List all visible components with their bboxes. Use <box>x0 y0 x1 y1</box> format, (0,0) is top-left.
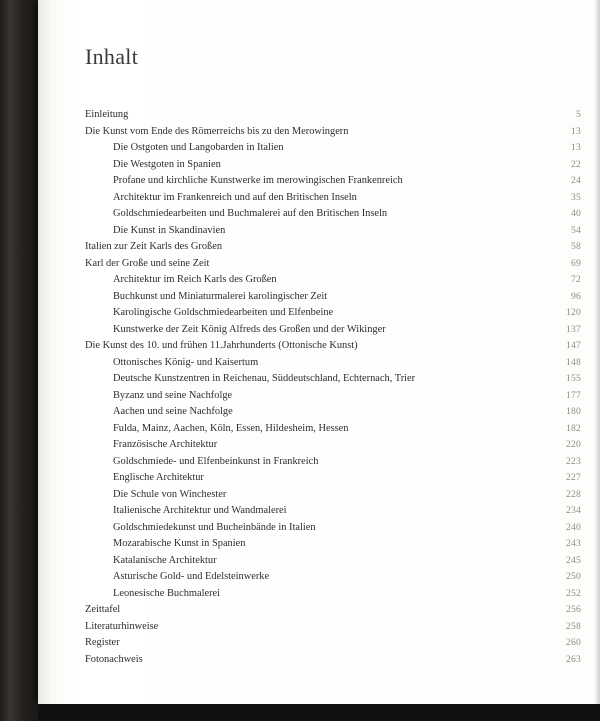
toc-entry <box>85 652 581 669</box>
toc-page-number: 182 <box>566 422 581 434</box>
toc-page-number: 40 <box>571 208 581 219</box>
toc-entry-title: Karolingische Goldschmiedearbeiten und Elfenbeine <box>113 307 334 318</box>
table-of-contents <box>85 107 581 668</box>
toc-entry-title: Fotonachweis <box>85 653 143 665</box>
toc-subentry <box>85 520 581 537</box>
toc-subentry <box>85 388 581 405</box>
toc-page-number: 148 <box>566 356 581 368</box>
toc-entry <box>85 602 581 619</box>
toc-entry-title: Fulda, Mainz, Aachen, Köln, Essen, Hildesheim, Hessen <box>113 422 349 434</box>
toc-page-number: 58 <box>571 241 581 252</box>
page-title: Inhalt <box>85 44 139 69</box>
toc-page-number: 22 <box>571 158 581 170</box>
toc-page-number: 155 <box>566 373 581 384</box>
toc-page-number: 54 <box>571 224 581 236</box>
toc-subentry <box>85 157 581 174</box>
toc-page-number: 243 <box>566 538 581 549</box>
toc-entry-title: Die Kunst vom Ende des Römerreichs bis zu den Merowingern <box>85 125 349 137</box>
toc-entry-title: Goldschmiedekunst und Bucheinbände in Italien <box>113 521 316 533</box>
toc-page-number: 137 <box>566 323 581 335</box>
toc-subentry <box>85 553 581 570</box>
toc-page-number: 35 <box>571 191 581 203</box>
toc-entry-title: Ottonisches König- und Kaisertum <box>113 356 259 368</box>
toc-page-number: 263 <box>566 653 581 665</box>
toc-page-number: 220 <box>566 439 581 450</box>
toc-entry-title: Die Schule von Winchester <box>113 488 227 500</box>
toc-page-number: 258 <box>566 620 581 632</box>
toc-subentry <box>85 586 581 603</box>
toc-entry-title: Aachen und seine Nachfolge <box>113 406 233 417</box>
toc-entry-title: Die Westgoten in Spanien <box>113 158 221 170</box>
toc-subentry <box>85 206 581 223</box>
toc-page-number: 252 <box>566 587 581 599</box>
toc-entry <box>85 239 581 256</box>
toc-page-number: 180 <box>566 406 581 417</box>
toc-subentry <box>85 470 581 487</box>
toc-page-number: 256 <box>566 604 581 615</box>
toc-page-number: 223 <box>566 455 581 467</box>
scan-bottom-edge <box>38 704 600 721</box>
toc-page-number: 240 <box>566 521 581 533</box>
toc-entry-title: Einleitung <box>85 109 129 120</box>
toc-subentry <box>85 140 581 157</box>
toc-page-number: 177 <box>566 389 581 401</box>
toc-entry-title: Profane und kirchliche Kunstwerke im merowingischen Frankenreich <box>113 175 403 186</box>
toc-page-number: 13 <box>571 142 581 153</box>
toc-subentry <box>85 503 581 520</box>
toc-entry-title: Goldschmiede- und Elfenbeinkunst in Frankreich <box>113 455 319 467</box>
toc-entry <box>85 635 581 652</box>
toc-subentry <box>85 487 581 504</box>
toc-entry-title: Die Kunst in Skandinavien <box>113 224 226 236</box>
toc-entry <box>85 338 581 355</box>
toc-page-number: 72 <box>571 274 581 285</box>
toc-subentry <box>85 454 581 471</box>
toc-entry-title: Katalanische Architektur <box>113 554 217 566</box>
toc-entry <box>85 256 581 273</box>
toc-entry-title: Byzanz und seine Nachfolge <box>113 389 233 401</box>
toc-subentry <box>85 305 581 322</box>
toc-entry-title: Zeittafel <box>85 604 121 615</box>
toc-subentry <box>85 404 581 421</box>
toc-subentry <box>85 355 581 372</box>
toc-entry-title: Buchkunst und Miniaturmalerei karolingischer Zeit <box>113 290 328 302</box>
toc-page-number: 234 <box>566 505 581 516</box>
toc-entry-title: Mozarabische Kunst in Spanien <box>113 538 246 549</box>
toc-page-number: 24 <box>571 175 581 186</box>
toc-entry-title: Architektur im Frankenreich und auf den Britischen Inseln <box>113 191 357 203</box>
toc-entry <box>85 124 581 141</box>
toc-subentry <box>85 421 581 438</box>
toc-entry-title: Englische Architektur <box>113 472 204 483</box>
toc-page-number: 228 <box>566 488 581 500</box>
toc-entry-title: Karl der Große und seine Zeit <box>85 257 210 269</box>
toc-entry-title: Architektur im Reich Karls des Großen <box>113 274 277 285</box>
toc-entry-title: Kunstwerke der Zeit König Alfreds des Großen und der Wikinger <box>113 323 386 335</box>
toc-entry-title: Italien zur Zeit Karls des Großen <box>85 241 223 252</box>
toc-entry-title: Italienische Architektur und Wandmalerei <box>113 505 287 516</box>
book-page <box>38 0 600 704</box>
toc-page-number: 5 <box>576 109 581 120</box>
toc-entry-title: Register <box>85 637 120 648</box>
toc-entry <box>85 619 581 636</box>
toc-entry-title: Die Ostgoten und Langobarden in Italien <box>113 142 284 153</box>
toc-entry-title: Die Kunst des 10. und frühen 11.Jahrhunderts (Ottonische Kunst) <box>85 340 358 351</box>
toc-subentry <box>85 536 581 553</box>
toc-page-number: 227 <box>566 472 581 483</box>
toc-subentry <box>85 289 581 306</box>
toc-subentry <box>85 272 581 289</box>
toc-page-number: 120 <box>566 307 581 318</box>
toc-subentry <box>85 223 581 240</box>
toc-page-number: 245 <box>566 554 581 566</box>
toc-page-number: 13 <box>571 125 581 137</box>
toc-subentry <box>85 371 581 388</box>
toc-entry-title: Literaturhinweise <box>85 620 159 632</box>
toc-entry <box>85 107 581 124</box>
toc-page-number: 69 <box>571 257 581 269</box>
toc-entry-title: Deutsche Kunstzentren in Reichenau, Süddeutschland, Echternach, Trier <box>113 373 416 384</box>
toc-page-number: 147 <box>566 340 581 351</box>
toc-page-number: 96 <box>571 290 581 302</box>
toc-subentry <box>85 190 581 207</box>
toc-subentry <box>85 322 581 339</box>
toc-entry-title: Leonesische Buchmalerei <box>113 587 221 599</box>
toc-subentry <box>85 173 581 190</box>
toc-subentry <box>85 569 581 586</box>
toc-page-number: 260 <box>566 637 581 648</box>
toc-entry-title: Asturische Gold- und Edelsteinwerke <box>113 571 270 582</box>
toc-page-number: 250 <box>566 571 581 582</box>
toc-entry-title: Französische Architektur <box>113 439 218 450</box>
toc-subentry <box>85 437 581 454</box>
toc-entry-title: Goldschmiedearbeiten und Buchmalerei auf den Britischen Inseln <box>113 208 388 219</box>
